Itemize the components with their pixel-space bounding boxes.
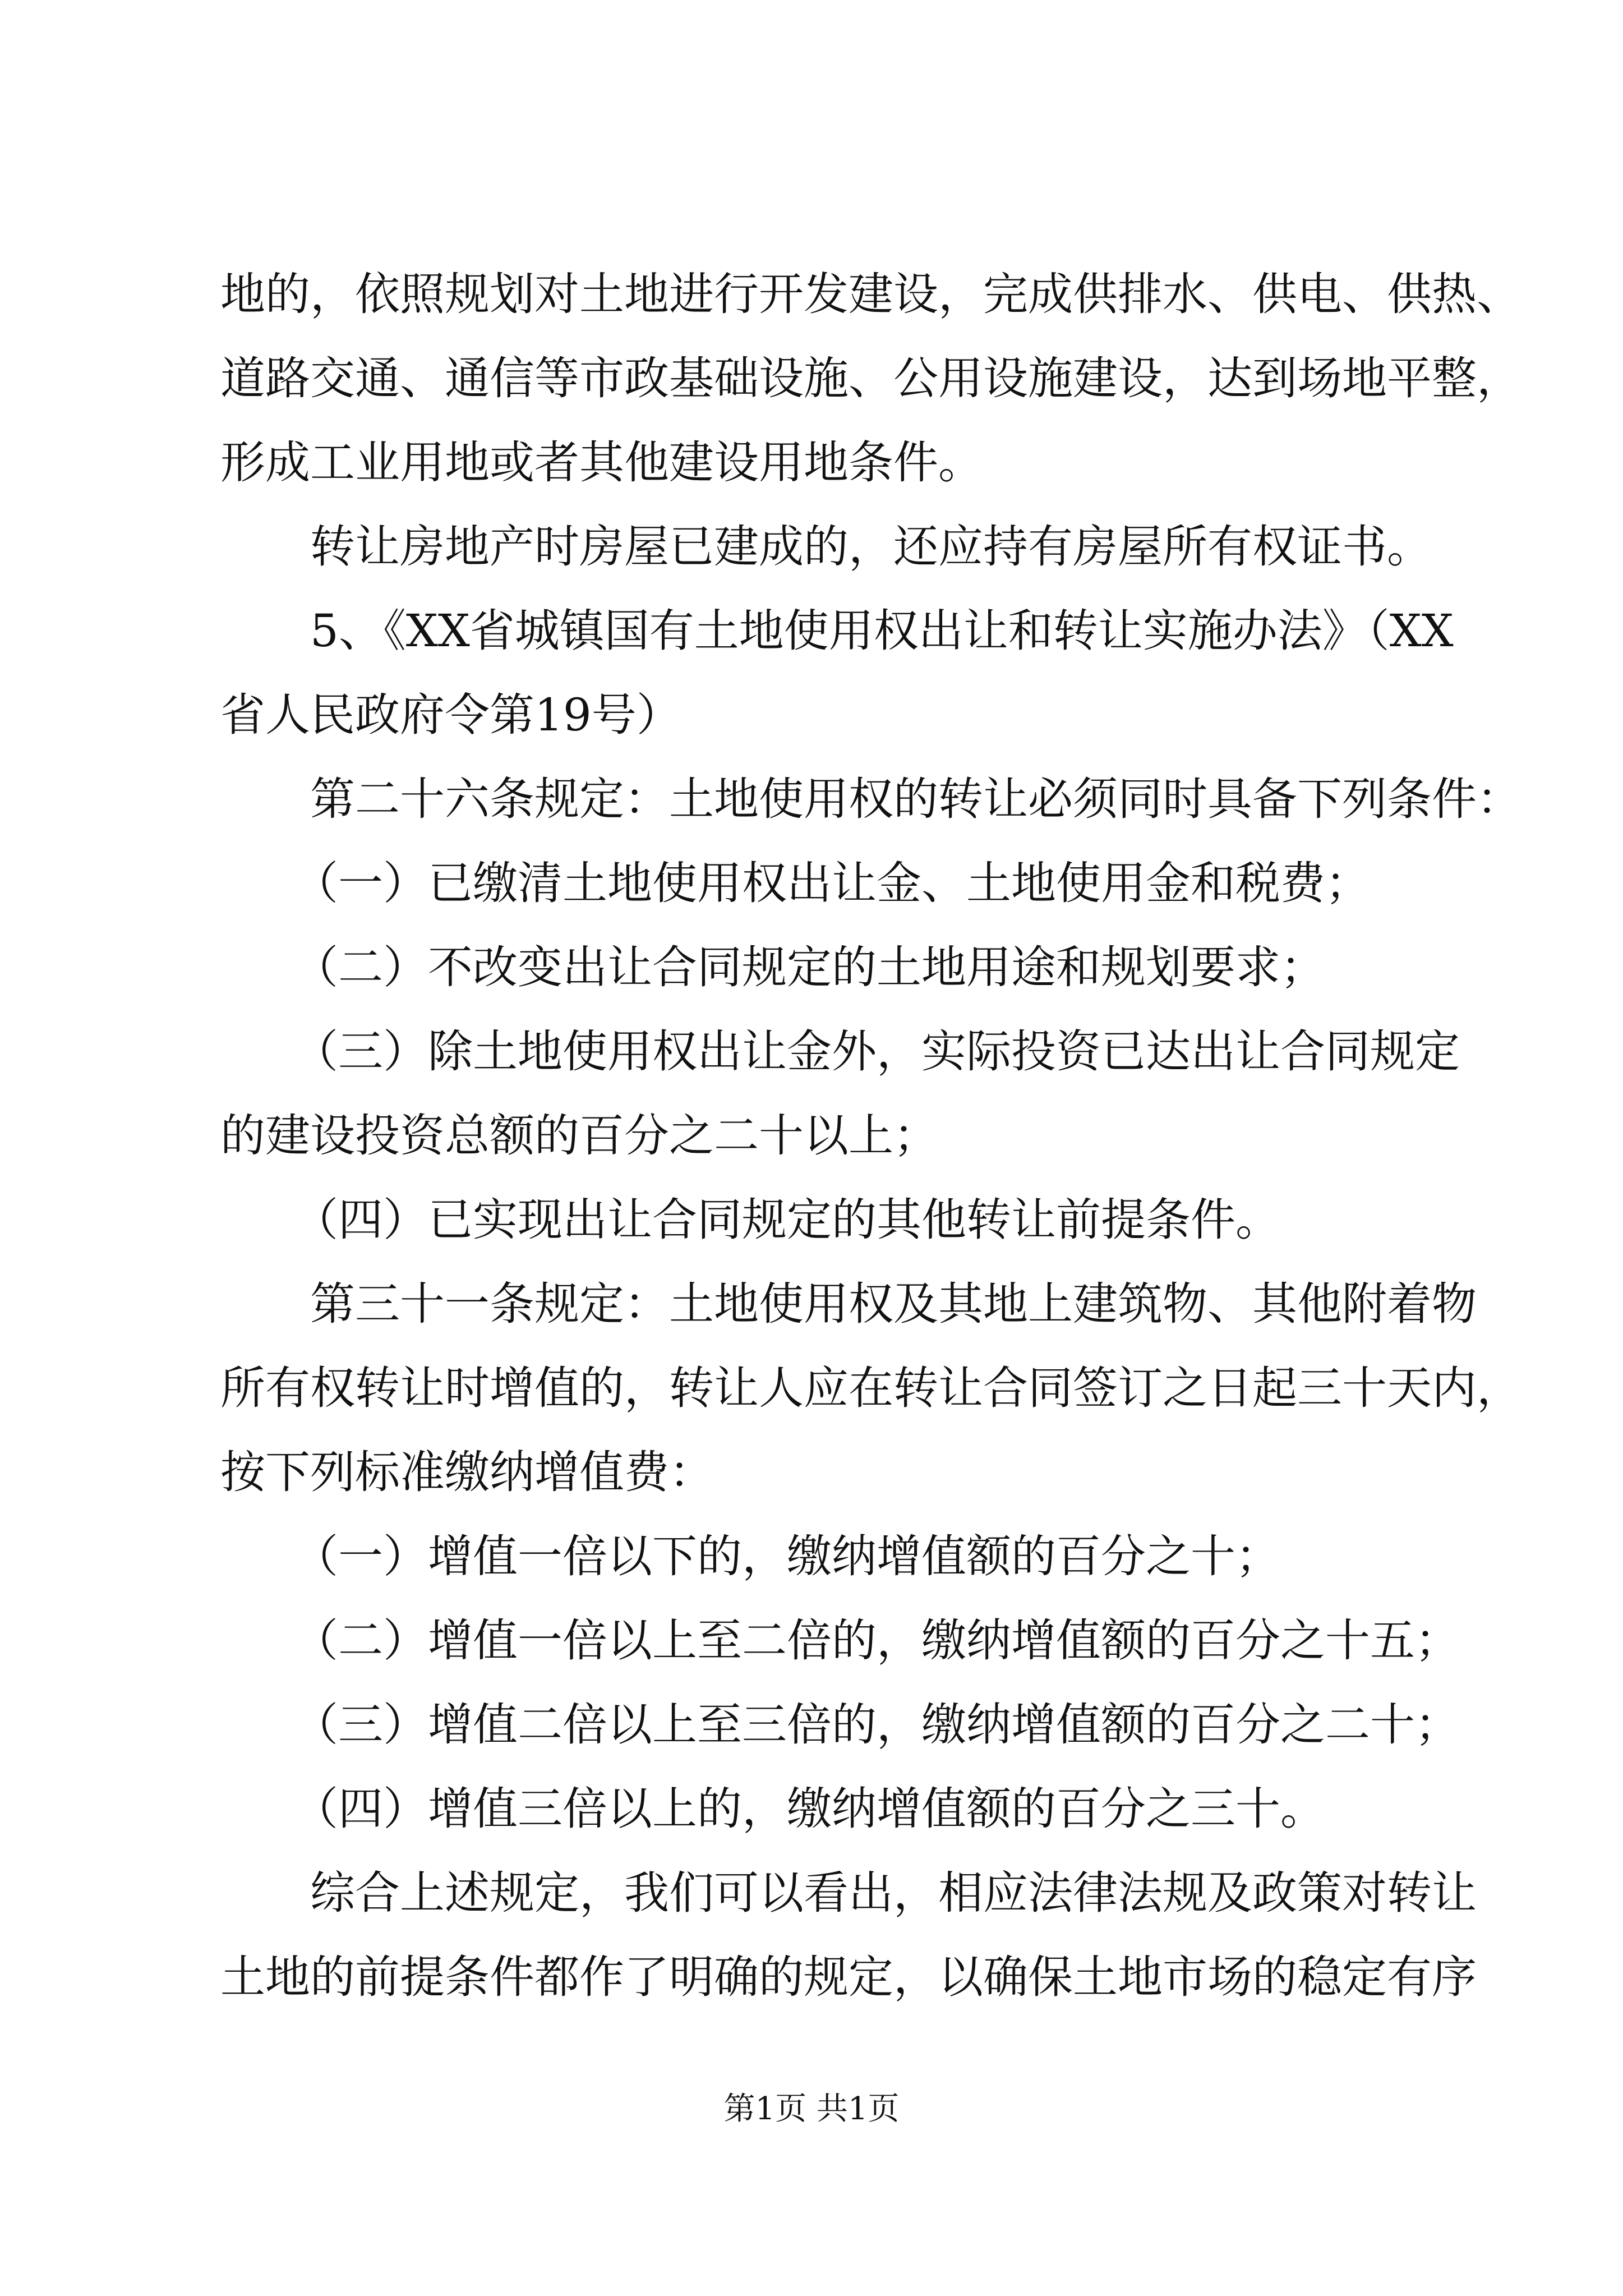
- page-footer: 第1页 共1页: [723, 2091, 900, 2127]
- text-line: 土地的前提条件都作了明确的规定，以确保土地市场的稳定有序: [220, 1951, 1477, 2003]
- list-item: （一）已缴清土地使用权出让金、土地使用金和税费；: [293, 857, 1370, 909]
- document-body: [220, 266, 1521, 2033]
- list-item: （四）增值三倍以上的，缴纳增值额的百分之三十。: [293, 1783, 1325, 1835]
- list-item: （二）增值一倍以上至二倍的，缴纳增值额的百分之十五；: [293, 1614, 1460, 1667]
- text-line: 所有权转让时增值的，转让人应在转让合同签订之日起三十天内，: [220, 1362, 1521, 1414]
- text-line: 按下列标准缴纳增值费：: [220, 1446, 714, 1498]
- paragraph-start: 5、《XX省城镇国有土地使用权出让和转让实施办法》（XX: [310, 605, 1454, 657]
- paragraph-start: 综合上述规定，我们可以看出，相应法律法规及政策对转让: [310, 1867, 1477, 1919]
- list-item: （二）不改变出让合同规定的土地用途和规划要求；: [293, 941, 1325, 993]
- list-item: （四）已实现出让合同规定的其他转让前提条件。: [293, 1194, 1280, 1246]
- paragraph-start: 转让房地产时房屋已建成的，还应持有房屋所有权证书。: [310, 521, 1432, 573]
- list-item: （三）增值二倍以上至三倍的，缴纳增值额的百分之二十；: [293, 1699, 1460, 1751]
- paragraph-start: 第三十一条规定：土地使用权及其地上建筑物、其他附着物: [310, 1278, 1477, 1330]
- text-line: 形成工业用地或者其他建设用地条件。: [220, 436, 983, 489]
- text-line: 的建设投资总额的百分之二十以上；: [220, 1110, 938, 1162]
- paragraph-start: 第二十六条规定：土地使用权的转让必须同时具备下列条件：: [310, 773, 1521, 825]
- text-line: 道路交通、通信等市政基础设施、公用设施建设，达到场地平整，: [220, 352, 1521, 404]
- text-line: 地的，依照规划对土地进行开发建设，完成供排水、供电、供热、: [220, 268, 1521, 320]
- list-item: （一）增值一倍以下的，缴纳增值额的百分之十；: [293, 1530, 1280, 1582]
- list-item: （三）除土地使用权出让金外，实际投资已达出让合同规定: [293, 1025, 1460, 1078]
- text-line: 省人民政府令第19号）: [220, 689, 681, 741]
